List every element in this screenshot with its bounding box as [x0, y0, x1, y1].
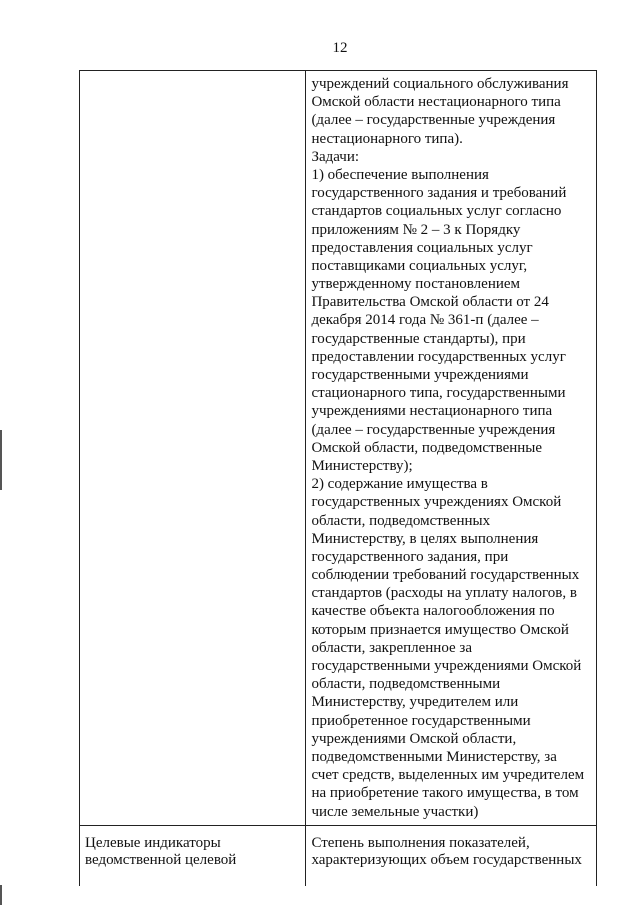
cell-text: [80, 826, 305, 873]
text-line: (далее – государственные учреждения: [311, 112, 556, 129]
text-line: стационарного типа, государственными: [311, 385, 566, 402]
table-cell-label: [80, 71, 306, 826]
text-line: утвержденному постановлением: [311, 276, 521, 293]
text-line: числе земельные участки): [311, 803, 479, 820]
cell-text: [306, 71, 596, 825]
text-line: на приобретение такого имущества, в том: [311, 785, 579, 802]
text-line: (далее – государственные учреждения: [311, 421, 556, 438]
cell-text: [80, 71, 305, 79]
text-line: Степень выполнения показателей,: [311, 834, 530, 851]
text-line: предоставлении государственных услуг: [311, 348, 566, 365]
text-line: 2) содержание имущества в: [311, 476, 488, 493]
text-line: 1) обеспечение выполнения: [311, 166, 489, 183]
text-line: Задачи:: [311, 148, 360, 165]
text-line: Целевые индикаторы: [85, 834, 221, 851]
text-line: государственного задания, при: [311, 548, 509, 565]
text-line: области, подведомственными: [311, 676, 501, 693]
text-line: предоставления социальных услуг: [311, 239, 533, 256]
text-line: государственные стандарты), при: [311, 330, 526, 347]
text-line: стандартов (расходы на уплату налогов, в: [311, 585, 577, 602]
program-passport-table: [79, 70, 597, 886]
text-line: Министерству);: [311, 457, 413, 474]
table-cell-content: [306, 71, 597, 826]
cell-text: [306, 826, 596, 873]
text-line: характеризующих объем государственных: [311, 851, 582, 868]
text-line: приложениям № 2 – 3 к Порядку: [311, 221, 521, 238]
text-line: ведомственной целевой: [85, 851, 237, 868]
text-line: счет средств, выделенных им учредителем: [311, 767, 585, 784]
text-line: Министерству, в целях выполнения: [311, 530, 539, 547]
text-line: государственными учреждениями Омской: [311, 658, 582, 674]
text-line: учреждениями Омской области,: [311, 730, 517, 747]
text-line: государственных учреждениях Омской: [311, 494, 562, 511]
table-cell-content: [306, 825, 597, 886]
text-line: учреждениями нестационарного типа: [311, 403, 553, 420]
scan-edge-mark: [0, 885, 2, 905]
table-row: [80, 825, 597, 886]
text-line: приобретенное государственными: [311, 712, 531, 729]
table-row: [80, 71, 597, 826]
text-line: области, закрепленное за: [311, 639, 473, 656]
text-line: декабря 2014 года № 361-п (далее –: [311, 312, 539, 329]
page-number: 12: [332, 40, 348, 56]
text-line: нестационарного типа).: [311, 130, 463, 147]
text-line: которым признается имущество Омской: [311, 621, 569, 638]
text-line: Правительства Омской области от 24: [311, 294, 549, 311]
scan-edge-mark: [0, 430, 2, 490]
text-line: государственного задания и требований: [311, 185, 567, 202]
text-line: учреждений социального обслуживания: [311, 76, 569, 92]
text-line: Омской области нестационарного типа: [311, 94, 561, 111]
text-line: Омской области, подведомственные: [311, 439, 543, 456]
text-line: области, подведомственных: [311, 512, 491, 529]
text-line: стандартов социальных услуг согласно: [311, 203, 562, 220]
text-line: соблюдении требований государственных: [311, 567, 580, 584]
text-line: подведомственными Министерству, за: [311, 748, 557, 765]
text-line: Министерству, учредителем или: [311, 694, 519, 711]
table-cell-label: [80, 825, 306, 886]
text-line: поставщиками социальных услуг,: [311, 257, 528, 274]
text-line: качестве объекта налогообложения по: [311, 603, 555, 620]
text-line: государственными учреждениями: [311, 367, 529, 383]
